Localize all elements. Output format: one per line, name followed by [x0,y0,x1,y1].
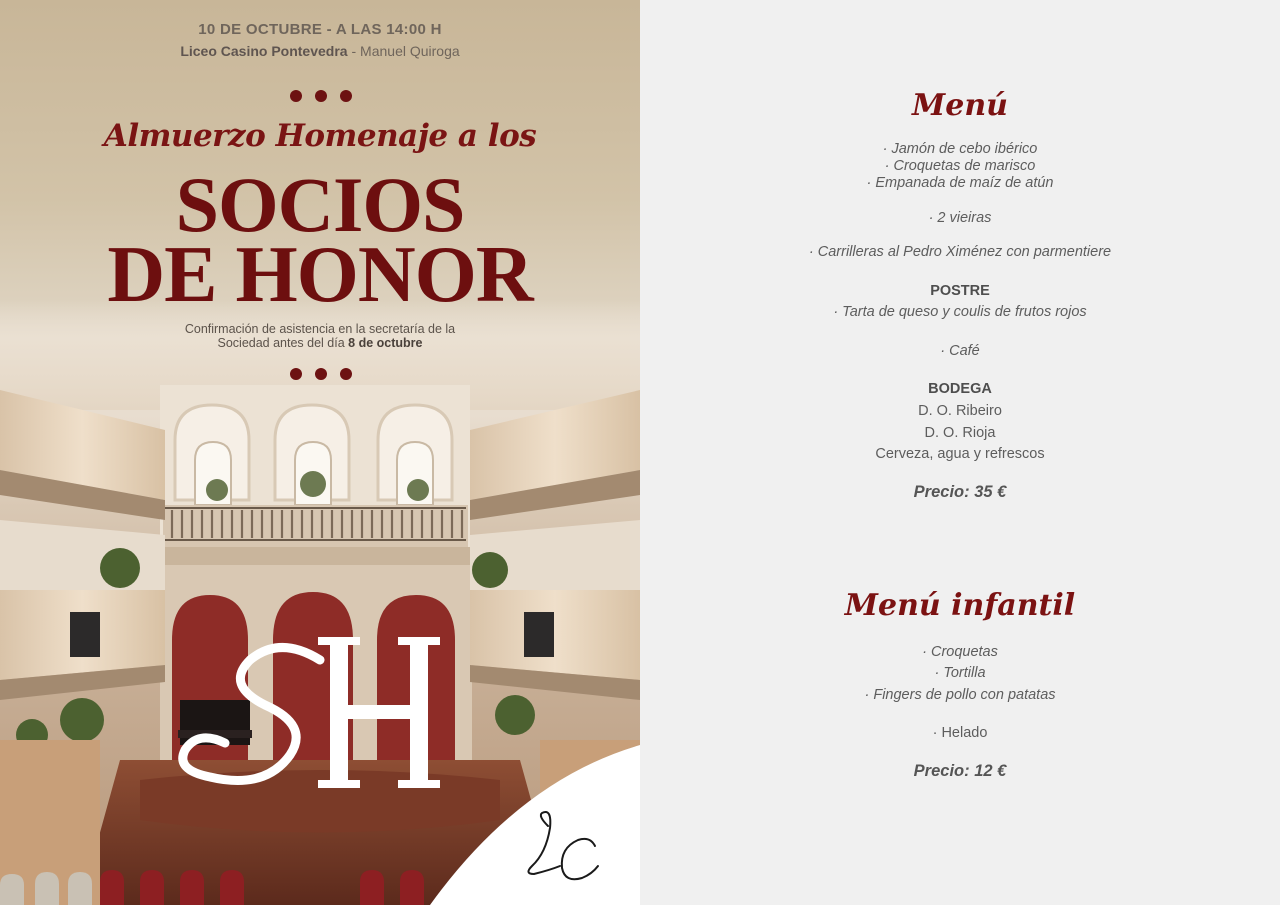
kids-menu-item: · Croquetas [922,644,998,660]
menu-price: Precio: 35 € [913,483,1007,501]
wine-item: Cerveza, agua y refrescos [875,446,1045,462]
headline-line-1: SOCIOS [175,161,465,248]
kids-menu-price: Precio: 12 € [913,762,1007,780]
venue-name: Liceo Casino Pontevedra [180,43,348,59]
menu-item: · Empanada de maíz de atún [866,175,1054,191]
menu-item: · 2 vieiras [928,210,992,226]
kids-menu-title: Menú infantil [844,588,1076,623]
wine-heading: BODEGA [928,381,992,397]
dessert-heading: POSTRE [930,283,990,299]
event-date: 10 DE OCTUBRE - A LAS 14:00 H [198,21,442,38]
menu-item: · Croquetas de marisco [884,158,1036,174]
menu-panel [640,0,1280,905]
wine-item: D. O. Ribeiro [918,403,1002,419]
confirmation-line-1: Confirmación de asistencia en la secretaría de la [184,322,456,336]
menu-item: · Tarta de queso y coulis de frutos rojos [833,304,1087,320]
menu-item: · Café [940,343,980,359]
menu-item: · Carrilleras al Pedro Ximénez con parmentiere [808,244,1112,260]
menu-title: Menú [912,88,1008,123]
venue-separator: - [347,43,361,59]
confirmation-deadline: 8 de octubre [348,336,423,350]
kids-menu-item: · Fingers de pollo con patatas [864,687,1056,703]
headline-line-2: DE HONOR [107,231,533,319]
confirmation-line-2-text: Sociedad antes del día [217,336,349,350]
wine-item: D. O. Rioja [924,425,996,441]
lc-monogram-logo [520,808,610,888]
venue-street: Manuel Quiroga [360,43,460,59]
kids-menu-dessert: · Helado [932,725,988,741]
headline-script: Almuerzo Homenaje a los [103,118,537,154]
menu-item: · Jamón de cebo ibérico [882,141,1038,157]
kids-menu-item: · Tortilla [934,665,986,681]
